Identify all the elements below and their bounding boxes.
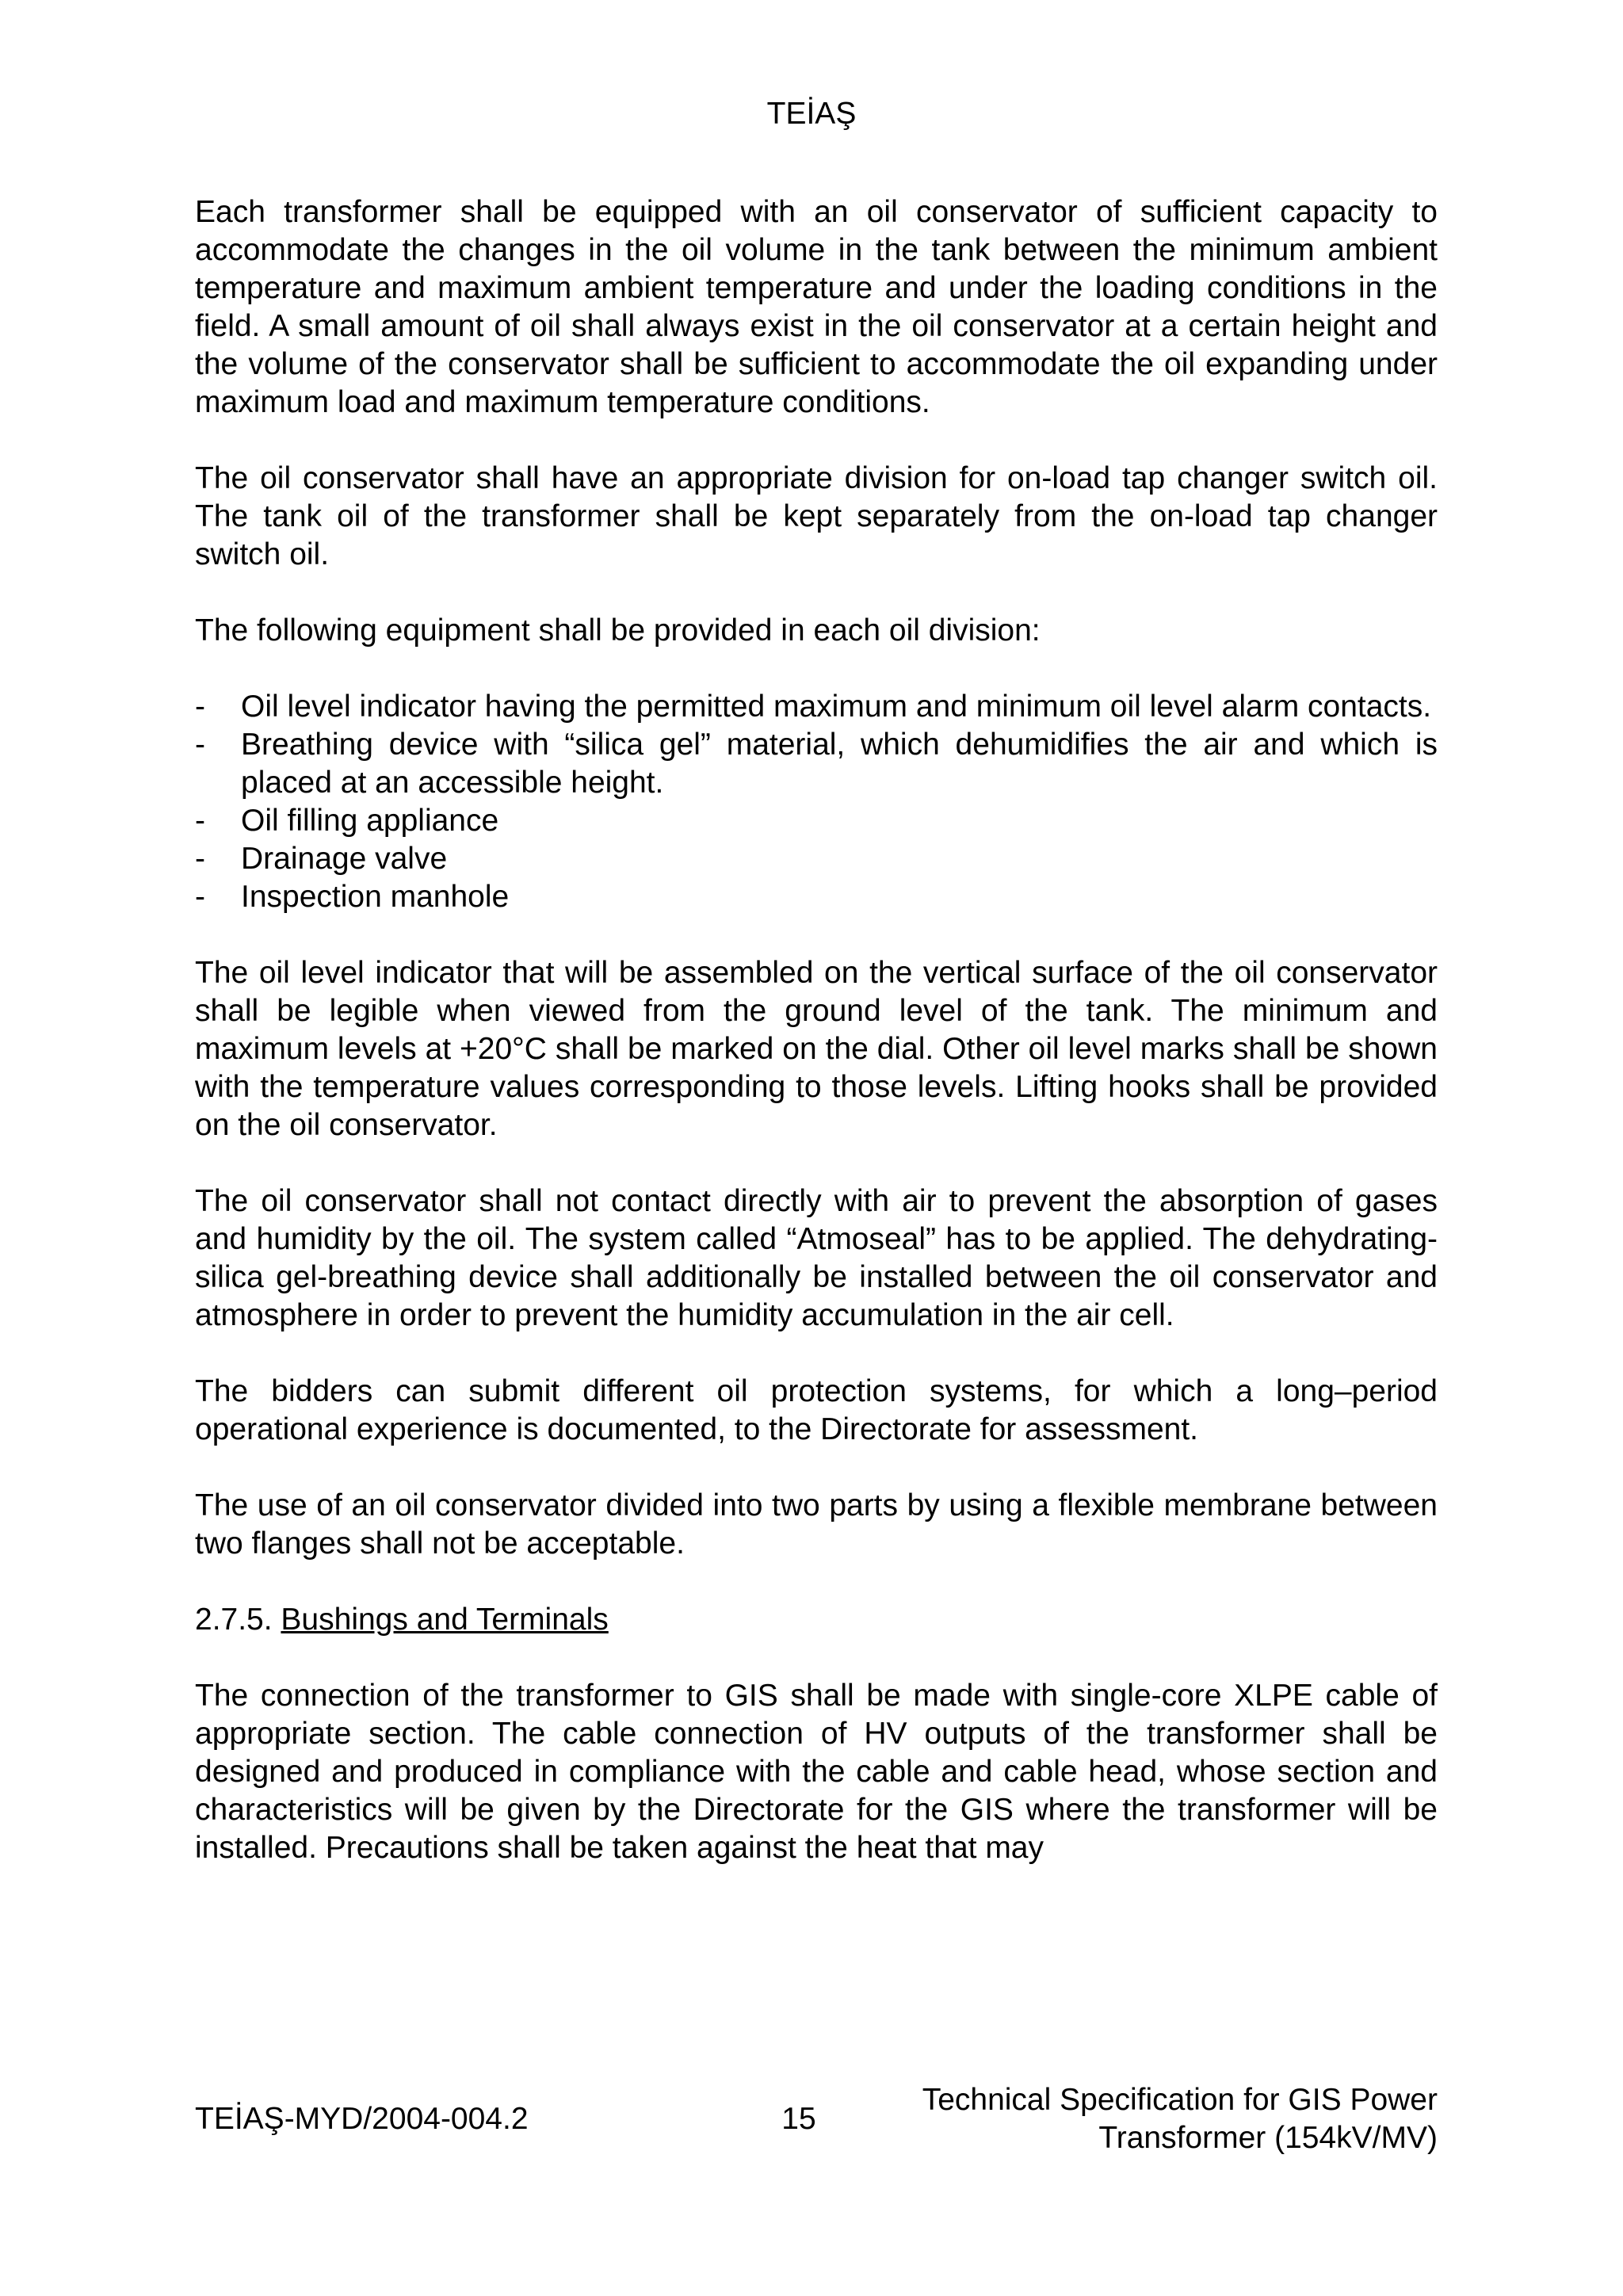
paragraph-oil-level-indicator: The oil level indicator that will be assembled on the vertical surface of the oil conservator shall be legible when viewed from the ground level of the tank. The minimum and maximum levels at +20°C shall be marked on the dial. Other oil level marks shall be shown with the temperature values corresponding to those levels. Lifting hooks shall be provided on the oil conservator. — [195, 956, 1438, 1142]
footer-spec-line-1: Technical Specification for GIS Power — [922, 2083, 1438, 2117]
paragraph-atmoseal: The oil conservator shall not contact directly with air to prevent the absorption of gases and humidity by the oil. The system called “Atmoseal” has to be applied. The dehydrating-silica gel-breathing device shall additionally be installed between the oil conservator and atmosphere in order to prevent the humidity accumulation in the air cell. — [195, 1184, 1438, 1332]
list-item-text: Oil filling appliance — [241, 804, 499, 838]
footer-spec-line-2: Transformer (154kV/MV) — [1098, 2121, 1438, 2155]
footer-page-number: 15 — [781, 2102, 816, 2136]
section-heading — [195, 1601, 1438, 1639]
list-item — [195, 840, 1438, 878]
page-header: TEİAŞ — [766, 97, 857, 131]
list-item-text: Breathing device with “silica gel” material, which dehumidifies the air and which is placed at an accessible height. — [241, 728, 1438, 800]
bullet-dash: - — [195, 880, 205, 914]
footer-document-code: TEİAŞ-MYD/2004-004.2 — [195, 2102, 529, 2136]
list-item — [195, 726, 1438, 802]
list-item — [195, 802, 1438, 840]
paragraph-gis-connection: The connection of the transformer to GIS shall be made with single-core XLPE cable of appropriate section. The cable connection of HV outputs of the transformer shall be designed and produced in compliance with the cable and cable head, whose section and characteristics will be given by the Directorate for the GIS where the transformer will be installed. Precautions shall be taken against the heat that may — [195, 1679, 1438, 1865]
paragraph-oil-conservator-capacity: Each transformer shall be equipped with an oil conservator of sufficient capacity to accommodate the changes in the oil volume in the tank between the minimum ambient temperature and maximum ambient temperature and under the loading conditions in the field. A small amount of oil shall always exist in the oil conservator at a certain height and the volume of the conservator shall be sufficient to accommodate the oil expanding under maximum load and maximum temperature conditions. — [195, 195, 1438, 419]
section-number: 2.7.5. — [195, 1603, 273, 1637]
section-title: Bushings and Terminals — [281, 1603, 609, 1637]
paragraph-tap-changer-division: The oil conservator shall have an appropriate division for on-load tap changer switch oil. The tank oil of the transformer shall be kept separately from the on-load tap changer switch oil. — [195, 461, 1438, 571]
list-item-text: Drainage valve — [241, 842, 448, 876]
bullet-dash: - — [195, 728, 205, 762]
footer-spec-title — [922, 2081, 1438, 2157]
equipment-list — [195, 688, 1438, 916]
page-content — [195, 193, 1438, 1905]
bullet-dash: - — [195, 804, 205, 838]
paragraph-bidders: The bidders can submit different oil protection systems, for which a long–period operational experience is documented, to the Directorate for assessment. — [195, 1374, 1438, 1446]
list-item-text: Inspection manhole — [241, 880, 510, 914]
bullet-dash: - — [195, 842, 205, 876]
list-item — [195, 688, 1438, 726]
list-item-text: Oil level indicator having the permitted maximum and minimum oil level alarm contacts. — [241, 690, 1432, 724]
list-item — [195, 878, 1438, 916]
paragraph-membrane: The use of an oil conservator divided into two parts by using a flexible membrane between two flanges shall not be acceptable. — [195, 1488, 1438, 1561]
bullet-dash: - — [195, 690, 205, 724]
paragraph-equipment-intro: The following equipment shall be provided in each oil division: — [195, 613, 1041, 648]
